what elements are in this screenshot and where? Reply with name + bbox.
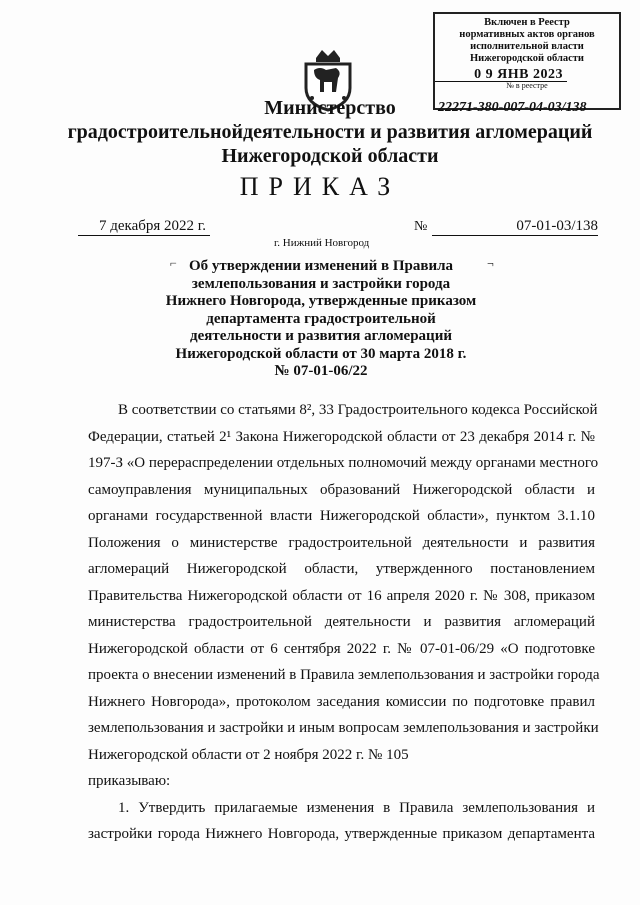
body-line: министерства градостроительной деятельности и развития агломераций (88, 614, 595, 630)
stamp-reg-label: № в реестре (506, 81, 548, 90)
title-line: Об утверждении изменений в Правила (188, 258, 454, 274)
stamp-line: Нижегородской области (470, 53, 584, 64)
body-line: застройки города Нижнего Новгорода, утвержденные приказом департамента (88, 826, 595, 842)
body-line: Нижегородской области от 2 ноября 2022 г. № 105 (88, 746, 409, 763)
stamp-date: 0 9 ЯНВ 2023 (435, 69, 567, 82)
body-line: Федерации, статьей 2¹ Закона Нижегородской области от 23 декабря 2014 г. № (88, 428, 595, 445)
stamp-line: Включен в Реестр (484, 17, 570, 28)
document-number: 07-01-03/138 (432, 218, 598, 236)
document-body (88, 397, 600, 848)
body-line: самоуправления муниципальных образований Нижегородской области и (88, 481, 595, 498)
body-line: агломераций Нижегородской области, утвержденного постановлением (88, 561, 595, 577)
body-line: проекта о внесении изменений в Правила землепользования и застройки города (88, 667, 600, 683)
body-line: Положения о министерстве градостроительной деятельности и развития (88, 534, 595, 551)
document-date: 7 декабря 2022 г. (78, 218, 210, 236)
title-line: № 07-01-06/22 (274, 363, 368, 379)
stamp-reg-number: 22271-380-007-04-03/138 (438, 100, 587, 115)
body-line: В соответствии со статьями 8², 33 Градостроительного кодекса Российской (118, 402, 598, 418)
document-title (156, 258, 486, 381)
document-city: г. Нижний Новгород (274, 237, 370, 249)
body-line: 197-З «О перераспределении отдельных полномочий между органами местного (88, 455, 599, 471)
ministry-name-line3: Нижегородской области (221, 145, 439, 167)
body-line: 1. Утвердить прилагаемые изменения в Правила землепользования и (118, 799, 595, 816)
title-line: деятельности и развития агломераций (189, 328, 452, 344)
title-line: Нижнего Новгорода, утвержденные приказом (165, 293, 477, 309)
body-line: органами государственной власти Нижегородской области», пунктом 3.1.10 (88, 508, 595, 524)
corner-mark-left: ⌐ (170, 256, 177, 270)
number-label: № (414, 219, 428, 234)
title-line: землепользования и застройки города (191, 275, 451, 292)
body-line: Правительства Нижегородской области от 16 апреля 2020 г. № 308, приказом (88, 587, 595, 604)
stamp-line: нормативных актов органов (459, 29, 595, 40)
body-line: землепользования и застройки и иным вопросам землепользования и застройки (88, 720, 599, 736)
document-type: ПРИКАЗ (239, 172, 401, 201)
ministry-name-line2: градостроительнойдеятельности и развития агломераций (67, 121, 593, 143)
body-line: Нижнего Новгорода», протоколом заседания комиссии по подготовке правил (88, 693, 595, 710)
corner-mark-right: ¬ (487, 256, 494, 270)
body-line: Нижегородской области от 6 сентября 2022 г. № 07-01-06/29 «О подготовке (88, 640, 595, 657)
ministry-name-line1: Министерство (264, 97, 396, 119)
title-line: департамента градостроительной (206, 310, 436, 327)
title-line: Нижегородской области от 30 марта 2018 г. (175, 345, 467, 362)
stamp-line: исполнительной власти (470, 41, 584, 52)
body-line: приказываю: (88, 773, 171, 789)
